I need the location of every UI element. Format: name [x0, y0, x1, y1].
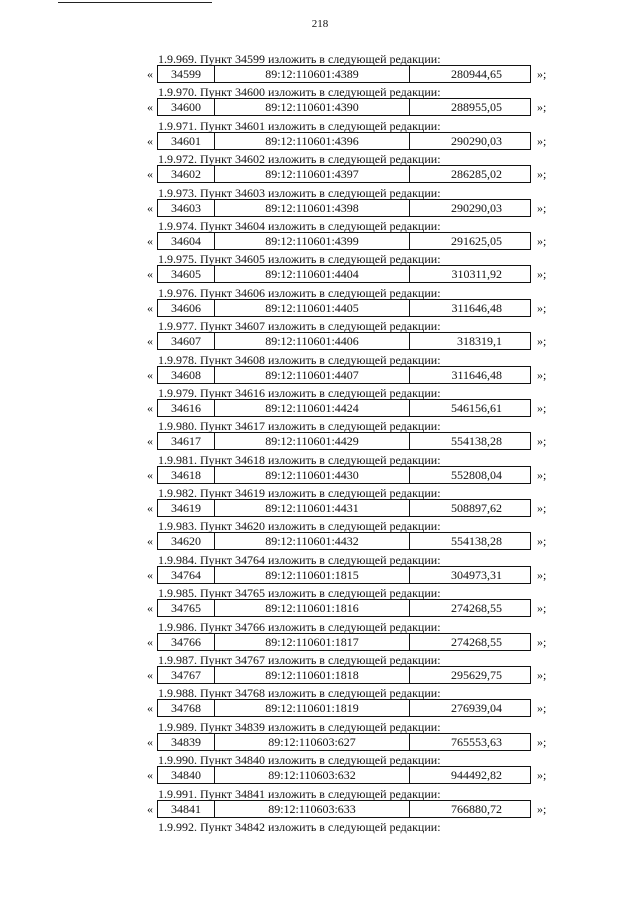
item-number-cell: 34619: [158, 500, 215, 516]
amendment-table: [157, 432, 531, 450]
cadastral-number-cell: 89:12:110601:4398: [215, 200, 410, 216]
opening-quote: «: [147, 434, 153, 449]
amendment-table: [157, 299, 531, 317]
closing-quote: »;: [537, 334, 547, 349]
amendment-item: [0, 586, 640, 619]
amendment-row: [147, 566, 607, 584]
amendment-item: [0, 620, 640, 653]
amendment-item: [0, 252, 640, 285]
opening-quote: «: [147, 267, 153, 282]
closing-quote: »;: [537, 534, 547, 549]
amendment-heading: 1.9.971. Пункт 34601 изложить в следующей редакции:: [158, 118, 441, 133]
value-cell: 311646,48: [451, 367, 502, 382]
opening-quote: «: [147, 501, 153, 516]
opening-quote: «: [147, 601, 153, 616]
amendment-item: [0, 720, 640, 753]
closing-quote: »;: [537, 367, 547, 382]
item-number-cell: 34839: [158, 734, 215, 750]
amendment-table: [157, 332, 531, 350]
item-number-cell: 34599: [158, 66, 215, 82]
amendment-heading: 1.9.977. Пункт 34607 изложить в следующей редакции:: [158, 319, 441, 334]
value-cell: 274268,55: [451, 634, 502, 649]
final-heading: 1.9.992. Пункт 34842 изложить в следующей редакции:: [158, 819, 441, 834]
amendment-item: [0, 286, 640, 319]
amendment-heading: 1.9.991. Пункт 34841 изложить в следующей редакции:: [158, 786, 441, 801]
closing-quote: »;: [537, 668, 547, 683]
value-cell: 274268,55: [451, 601, 502, 616]
amendment-item: [0, 319, 640, 352]
amendment-table: [157, 800, 531, 818]
closing-quote: »;: [537, 267, 547, 282]
amendment-heading: 1.9.979. Пункт 34616 изложить в следующей редакции:: [158, 385, 441, 400]
item-number-cell: 34841: [158, 801, 215, 817]
closing-quote: »;: [537, 467, 547, 482]
cadastral-number-cell: 89:12:110601:4397: [215, 166, 410, 182]
amendment-table: [157, 733, 531, 751]
item-number-cell: 34766: [158, 634, 215, 650]
amendment-heading: 1.9.976. Пункт 34606 изложить в следующей редакции:: [158, 285, 441, 300]
closing-quote: »;: [537, 67, 547, 81]
opening-quote: «: [147, 200, 153, 215]
amendment-row: [147, 366, 607, 384]
top-rule: [58, 2, 212, 3]
amendment-heading: 1.9.970. Пункт 34600 изложить в следующей редакции:: [158, 85, 441, 100]
opening-quote: «: [147, 801, 153, 816]
amendment-row: [147, 199, 607, 217]
item-number-cell: 34603: [158, 200, 215, 216]
cadastral-number-cell: 89:12:110603:627: [215, 734, 410, 750]
cadastral-number-cell: 89:12:110601:4431: [215, 500, 410, 516]
value-cell: 554138,28: [451, 534, 502, 549]
cadastral-number-cell: 89:12:110601:4430: [215, 467, 410, 483]
cadastral-number-cell: 89:12:110603:633: [215, 801, 410, 817]
amendment-items: [0, 52, 640, 820]
closing-quote: »;: [537, 801, 547, 816]
value-cell: 310311,92: [451, 267, 502, 282]
opening-quote: «: [147, 701, 153, 716]
amendment-heading: 1.9.974. Пункт 34604 изложить в следующей редакции:: [158, 218, 441, 233]
item-number-cell: 34602: [158, 166, 215, 182]
item-number-cell: 34605: [158, 266, 215, 282]
amendment-table: [157, 766, 531, 784]
item-number-cell: 34600: [158, 99, 215, 115]
cadastral-number-cell: 89:12:110601:4424: [215, 400, 410, 416]
opening-quote: «: [147, 734, 153, 749]
opening-quote: «: [147, 233, 153, 248]
value-cell: 291625,05: [451, 233, 502, 248]
amendment-table: [157, 399, 531, 417]
amendment-heading: 1.9.988. Пункт 34768 изложить в следующей редакции:: [158, 686, 441, 701]
opening-quote: «: [147, 367, 153, 382]
value-cell: 554138,28: [451, 434, 502, 449]
amendment-table: [157, 532, 531, 550]
cadastral-number-cell: 89:12:110601:1819: [215, 700, 410, 716]
item-number-cell: 34606: [158, 300, 215, 316]
cadastral-number-cell: 89:12:110601:1815: [215, 567, 410, 583]
amendment-table: [157, 499, 531, 517]
value-cell: 552808,04: [451, 467, 502, 482]
value-cell: 546156,61: [451, 400, 502, 415]
amendment-row: [147, 432, 607, 450]
amendment-heading: 1.9.972. Пункт 34602 изложить в следующей редакции:: [158, 152, 441, 167]
amendment-table: [157, 566, 531, 584]
amendment-row: [147, 599, 607, 617]
item-number-cell: 34618: [158, 467, 215, 483]
closing-quote: »;: [537, 300, 547, 315]
amendment-row: [147, 466, 607, 484]
item-number-cell: 34601: [158, 133, 215, 149]
opening-quote: «: [147, 334, 153, 349]
amendment-table: [157, 699, 531, 717]
value-cell: 290290,03: [451, 133, 502, 148]
amendment-row: [147, 499, 607, 517]
cadastral-number-cell: 89:12:110601:4406: [215, 333, 410, 349]
amendment-row: [147, 699, 607, 717]
opening-quote: «: [147, 668, 153, 683]
opening-quote: «: [147, 300, 153, 315]
item-number-cell: 34767: [158, 667, 215, 683]
amendment-item: [0, 787, 640, 820]
amendment-heading: 1.9.973. Пункт 34603 изложить в следующей редакции:: [158, 185, 441, 200]
amendment-row: [147, 165, 607, 183]
closing-quote: »;: [537, 601, 547, 616]
item-number-cell: 34608: [158, 367, 215, 383]
amendment-row: [147, 733, 607, 751]
amendment-item: [0, 119, 640, 152]
cadastral-number-cell: 89:12:110601:4396: [215, 133, 410, 149]
amendment-heading: 1.9.990. Пункт 34840 изложить в следующей редакции:: [158, 753, 441, 768]
amendment-item: [0, 553, 640, 586]
amendment-table: [157, 466, 531, 484]
amendment-heading: 1.9.983. Пункт 34620 изложить в следующей редакции:: [158, 519, 441, 534]
final-amendment: [0, 820, 640, 840]
opening-quote: «: [147, 768, 153, 783]
cadastral-number-cell: 89:12:110601:4389: [215, 66, 410, 82]
amendment-table: [157, 232, 531, 250]
value-cell: 290290,03: [451, 200, 502, 215]
amendment-heading: 1.9.987. Пункт 34767 изложить в следующей редакции:: [158, 653, 441, 668]
value-cell: 286285,02: [451, 167, 502, 182]
amendment-heading: 1.9.981. Пункт 34618 изложить в следующей редакции:: [158, 452, 441, 467]
closing-quote: »;: [537, 567, 547, 582]
amendment-table: [157, 366, 531, 384]
closing-quote: »;: [537, 734, 547, 749]
amendment-table: [157, 65, 531, 83]
closing-quote: »;: [537, 400, 547, 415]
amendment-item: [0, 386, 640, 419]
item-number-cell: 34604: [158, 233, 215, 249]
amendments-list: [0, 52, 640, 840]
opening-quote: «: [147, 67, 153, 81]
amendment-table: [157, 633, 531, 651]
cadastral-number-cell: 89:12:110601:4390: [215, 99, 410, 115]
amendment-row: [147, 766, 607, 784]
opening-quote: «: [147, 400, 153, 415]
value-cell: 765553,63: [451, 734, 502, 749]
opening-quote: «: [147, 567, 153, 582]
opening-quote: «: [147, 534, 153, 549]
amendment-row: [147, 65, 607, 83]
closing-quote: »;: [537, 100, 547, 115]
amendment-table: [157, 98, 531, 116]
cadastral-number-cell: 89:12:110601:4429: [215, 433, 410, 449]
item-number-cell: 34764: [158, 567, 215, 583]
amendment-item: [0, 353, 640, 386]
value-cell: 944492,82: [451, 768, 502, 783]
amendment-heading: 1.9.969. Пункт 34599 изложить в следующей редакции:: [158, 52, 441, 66]
amendment-item: [0, 653, 640, 686]
value-cell: 508897,62: [451, 501, 502, 516]
cadastral-number-cell: 89:12:110601:4404: [215, 266, 410, 282]
amendment-row: [147, 666, 607, 684]
amendment-heading: 1.9.980. Пункт 34617 изложить в следующей редакции:: [158, 419, 441, 434]
amendment-table: [157, 666, 531, 684]
value-cell: 766880,72: [451, 801, 502, 816]
value-cell: 288955,05: [451, 100, 502, 115]
amendment-item: [0, 519, 640, 552]
opening-quote: «: [147, 133, 153, 148]
amendment-table: [157, 165, 531, 183]
amendment-heading: 1.9.985. Пункт 34765 изложить в следующей редакции:: [158, 586, 441, 601]
cadastral-number-cell: 89:12:110601:1817: [215, 634, 410, 650]
amendment-heading: 1.9.986. Пункт 34766 изложить в следующей редакции:: [158, 619, 441, 634]
page-number: 218: [311, 18, 329, 30]
amendment-table: [157, 265, 531, 283]
amendment-row: [147, 132, 607, 150]
closing-quote: »;: [537, 634, 547, 649]
value-cell: 295629,75: [451, 668, 502, 683]
item-number-cell: 34607: [158, 333, 215, 349]
amendment-table: [157, 599, 531, 617]
amendment-row: [147, 265, 607, 283]
closing-quote: »;: [537, 167, 547, 182]
closing-quote: »;: [537, 200, 547, 215]
amendment-table: [157, 199, 531, 217]
closing-quote: »;: [537, 701, 547, 716]
cadastral-number-cell: 89:12:110601:4407: [215, 367, 410, 383]
amendment-row: [147, 232, 607, 250]
value-cell: 304973,31: [451, 567, 502, 582]
cadastral-number-cell: 89:12:110603:632: [215, 767, 410, 783]
amendment-item: [0, 486, 640, 519]
cadastral-number-cell: 89:12:110601:4405: [215, 300, 410, 316]
cadastral-number-cell: 89:12:110601:1818: [215, 667, 410, 683]
closing-quote: »;: [537, 434, 547, 449]
amendment-item: [0, 219, 640, 252]
item-number-cell: 34620: [158, 533, 215, 549]
item-number-cell: 34768: [158, 700, 215, 716]
amendment-heading: 1.9.989. Пункт 34839 изложить в следующей редакции:: [158, 719, 441, 734]
amendment-item: [0, 419, 640, 452]
amendment-item: [0, 453, 640, 486]
amendment-row: [147, 299, 607, 317]
amendment-table: [157, 132, 531, 150]
amendment-item: [0, 686, 640, 719]
opening-quote: «: [147, 634, 153, 649]
amendment-row: [147, 332, 607, 350]
amendment-item: [0, 85, 640, 118]
closing-quote: »;: [537, 501, 547, 516]
cadastral-number-cell: 89:12:110601:4432: [215, 533, 410, 549]
value-cell: 280944,65: [451, 67, 502, 81]
value-cell: 318319,1: [457, 334, 502, 349]
cadastral-number-cell: 89:12:110601:4399: [215, 233, 410, 249]
item-number-cell: 34616: [158, 400, 215, 416]
item-number-cell: 34617: [158, 433, 215, 449]
amendment-item: [0, 152, 640, 185]
amendment-row: [147, 98, 607, 116]
amendment-row: [147, 800, 607, 818]
opening-quote: «: [147, 100, 153, 115]
item-number-cell: 34765: [158, 600, 215, 616]
closing-quote: »;: [537, 768, 547, 783]
amendment-heading: 1.9.984. Пункт 34764 изложить в следующей редакции:: [158, 552, 441, 567]
amendment-item: [0, 186, 640, 219]
amendment-heading: 1.9.975. Пункт 34605 изложить в следующей редакции:: [158, 252, 441, 267]
value-cell: 276939,04: [451, 701, 502, 716]
value-cell: 311646,48: [451, 300, 502, 315]
amendment-item: [0, 52, 640, 85]
opening-quote: «: [147, 467, 153, 482]
closing-quote: »;: [537, 133, 547, 148]
item-number-cell: 34840: [158, 767, 215, 783]
amendment-row: [147, 532, 607, 550]
amendment-heading: 1.9.982. Пункт 34619 изложить в следующей редакции:: [158, 486, 441, 501]
opening-quote: «: [147, 167, 153, 182]
cadastral-number-cell: 89:12:110601:1816: [215, 600, 410, 616]
amendment-item: [0, 753, 640, 786]
amendment-heading: 1.9.978. Пункт 34608 изложить в следующей редакции:: [158, 352, 441, 367]
amendment-row: [147, 399, 607, 417]
amendment-row: [147, 633, 607, 651]
closing-quote: »;: [537, 233, 547, 248]
